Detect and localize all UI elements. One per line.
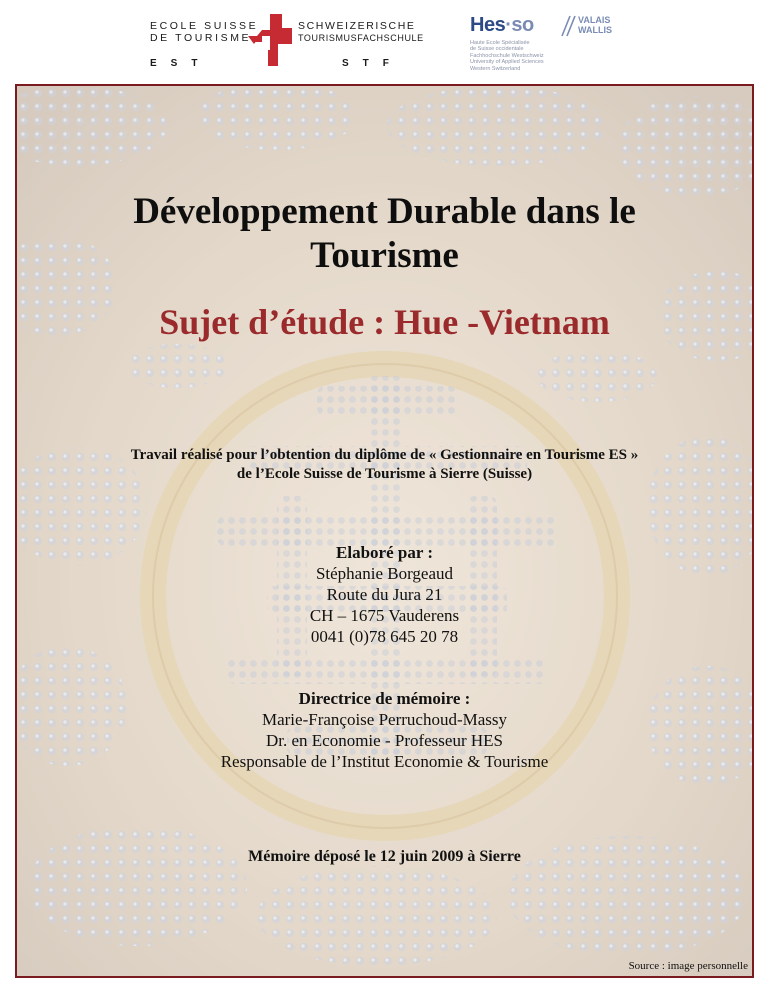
author-street: Route du Jura 21 xyxy=(326,585,443,604)
director-heading: Directrice de mémoire : xyxy=(298,689,471,708)
deposit-statement: Mémoire déposé le 12 juin 2009 à Sierre xyxy=(248,848,521,865)
cover-content xyxy=(17,86,752,976)
document-subtitle: Sujet d’étude : Hue -Vietnam xyxy=(159,302,610,342)
document-title xyxy=(17,190,752,278)
hes-tagline xyxy=(470,40,544,72)
director-title: Dr. en Economie - Professeur HES xyxy=(265,731,503,750)
title-line2: Tourisme xyxy=(310,235,459,276)
author-phone: 0041 (0)78 645 20 78 xyxy=(310,627,459,646)
title-line1: Développement Durable dans le xyxy=(133,191,636,232)
hes-region-line1: VALAIS xyxy=(578,15,611,25)
page-header xyxy=(0,0,768,82)
hes-tagline-line1: Haute Ecole Spécialisée xyxy=(470,40,530,46)
est-name-fr-line2: DE TOURISME xyxy=(150,32,252,44)
hes-tagline-line2: de Suisse occidentale xyxy=(470,46,524,53)
hes-so-text: so xyxy=(511,14,534,36)
stf-abbreviation: STF xyxy=(342,58,403,69)
purpose-line2: de l’Ecole Suisse de Tourisme à Sierre (Suisse) xyxy=(236,466,533,482)
est-abbreviation: EST xyxy=(150,58,212,69)
author-block xyxy=(17,542,752,647)
hes-tagline-line4: University of Applied Sciences xyxy=(470,59,544,66)
hes-name: Hes xyxy=(470,14,506,36)
hes-tagline-line5: Western Switzerland xyxy=(470,65,521,72)
est-name-fr-line1: ECOLE SUISSE xyxy=(150,20,259,32)
swiss-cross-logo-icon xyxy=(248,14,292,66)
purpose-statement xyxy=(17,446,752,484)
est-name-de-line2: TOURISMUSFACHSCHULE xyxy=(298,33,424,43)
author-name: Stéphanie Borgeaud xyxy=(315,564,454,583)
hes-region-line2: WALLIS xyxy=(578,25,612,35)
est-name-de-line1: SCHWEIZERISCHE xyxy=(298,20,416,32)
director-role: Responsable de l’Institut Economie & Tourisme xyxy=(220,752,549,771)
director-block xyxy=(17,688,752,772)
director-name: Marie-Françoise Perruchoud-Massy xyxy=(261,710,507,729)
est-name-de xyxy=(298,20,424,44)
cover-frame xyxy=(15,84,754,978)
hes-so-wordmark xyxy=(470,14,534,37)
hes-slash-icon xyxy=(554,14,576,38)
author-city: CH – 1675 Vauderens xyxy=(309,606,460,625)
est-stf-logo xyxy=(150,14,430,70)
purpose-line1: Travail réalisé pour l’obtention du diplôme de « Gestionnaire en Tourisme ES » xyxy=(130,447,639,463)
image-source-caption: Source : image personnelle xyxy=(628,960,748,972)
hes-region xyxy=(578,15,612,35)
hes-so-logo xyxy=(470,14,620,74)
hes-dot: · xyxy=(505,14,512,36)
author-heading: Elaboré par : xyxy=(336,543,433,562)
est-name-fr xyxy=(150,20,258,44)
hes-tagline-line3: Fachhochschule Westschweiz xyxy=(470,52,544,59)
